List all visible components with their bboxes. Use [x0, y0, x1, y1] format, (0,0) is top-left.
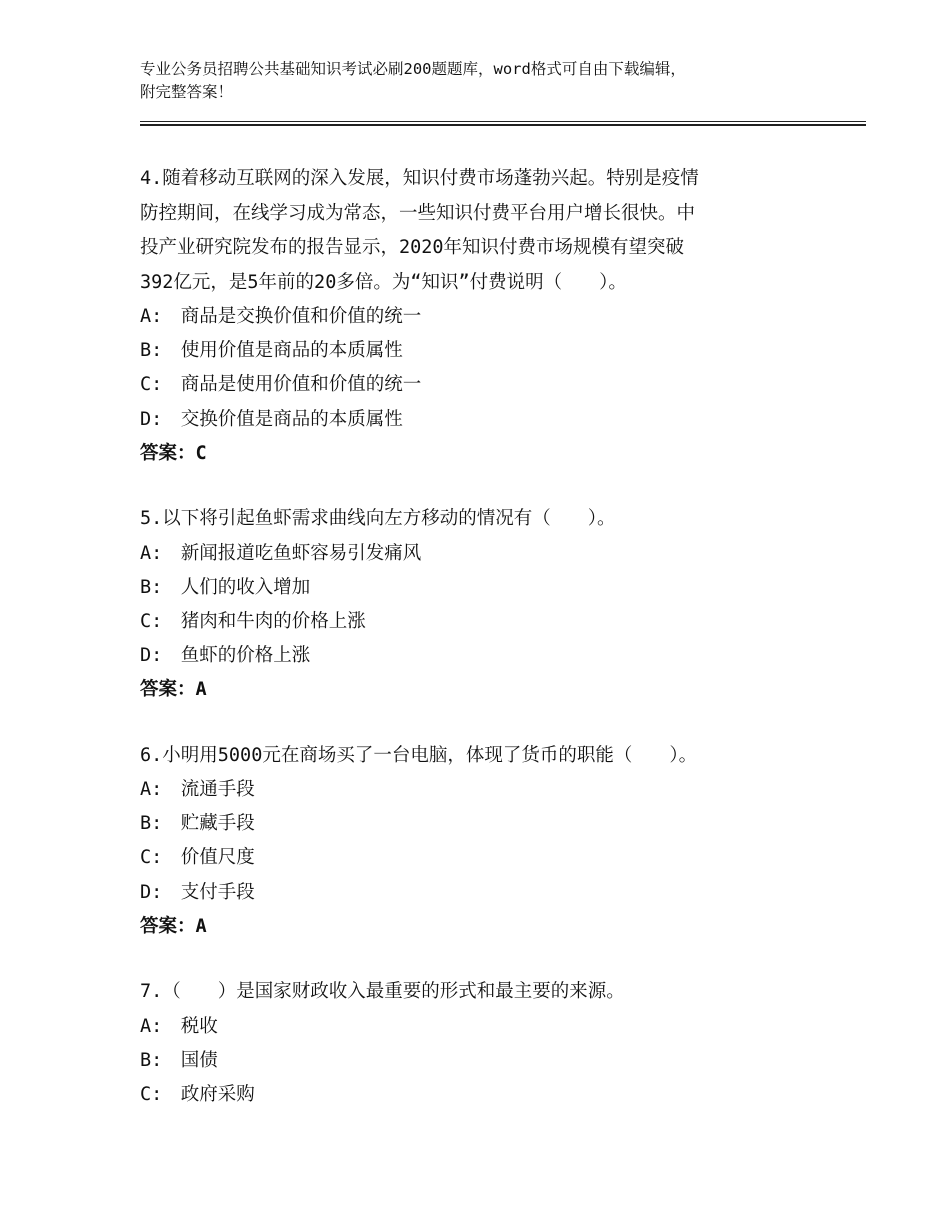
stem-line: 4.随着移动互联网的深入发展，知识付费市场蓬勃兴起。特别是疫情 — [140, 168, 699, 189]
header-line-1: 专业公务员招聘公共基础知识考试必刷200题题库，word格式可自由下载编辑， — [140, 60, 686, 78]
option-a: A: 税收 — [140, 1015, 218, 1037]
option-d: D: 支付手段 — [140, 881, 255, 903]
option-c: C: 猪肉和牛肉的价格上涨 — [140, 610, 366, 632]
answer: 答案：A — [140, 915, 207, 937]
header-divider — [140, 121, 866, 122]
option-a: A: 商品是交换价值和价值的统一 — [140, 306, 422, 327]
stem-line: 6.小明用5000元在商场买了一台电脑，体现了货币的职能（ ）。 — [140, 744, 698, 766]
stem-line: 投产业研究院发布的报告显示，2020年知识付费市场规模有望突破 — [140, 237, 685, 258]
stem-line: 392亿元，是5年前的20多倍。为“知识”付费说明（ ）。 — [140, 271, 627, 293]
answer: 答案：C — [140, 442, 207, 464]
stem-line: 防控期间，在线学习成为常态，一些知识付费平台用户增长很快。中 — [140, 202, 696, 224]
option-b: B: 贮藏手段 — [140, 813, 255, 835]
option-d: D: 鱼虾的价格上涨 — [140, 645, 311, 667]
question-stem — [140, 975, 820, 1010]
option-b: B: 使用价值是商品的本质属性 — [140, 340, 403, 362]
question-7 — [140, 975, 820, 1112]
question-stem — [140, 502, 820, 537]
option-c: C: 价值尺度 — [140, 847, 255, 869]
option-c: C: 商品是使用价值和价值的统一 — [140, 374, 422, 396]
stem-line: 5.以下将引起鱼虾需求曲线向左方移动的情况有（ ）。 — [140, 508, 616, 530]
question-stem — [140, 162, 820, 300]
question-stem — [140, 739, 820, 774]
option-b: B: 国债 — [140, 1049, 218, 1071]
option-a: A: 新闻报道吃鱼虾容易引发痛风 — [140, 542, 422, 564]
option-a: A: 流通手段 — [140, 779, 255, 801]
answer: 答案：A — [140, 679, 207, 701]
question-list — [140, 162, 820, 1143]
question-4 — [140, 162, 820, 471]
question-6 — [140, 739, 820, 945]
header-divider — [140, 124, 866, 126]
stem-line: 7.（ ）是国家财政收入最重要的形式和最主要的来源。 — [140, 981, 625, 1003]
document-header — [140, 58, 860, 104]
option-d: D: 交换价值是商品的本质属性 — [140, 408, 403, 430]
question-5 — [140, 502, 820, 708]
header-line-2: 附完整答案！ — [140, 83, 234, 101]
option-c: C: 政府采购 — [140, 1083, 255, 1105]
option-b: B: 人们的收入增加 — [140, 576, 311, 598]
